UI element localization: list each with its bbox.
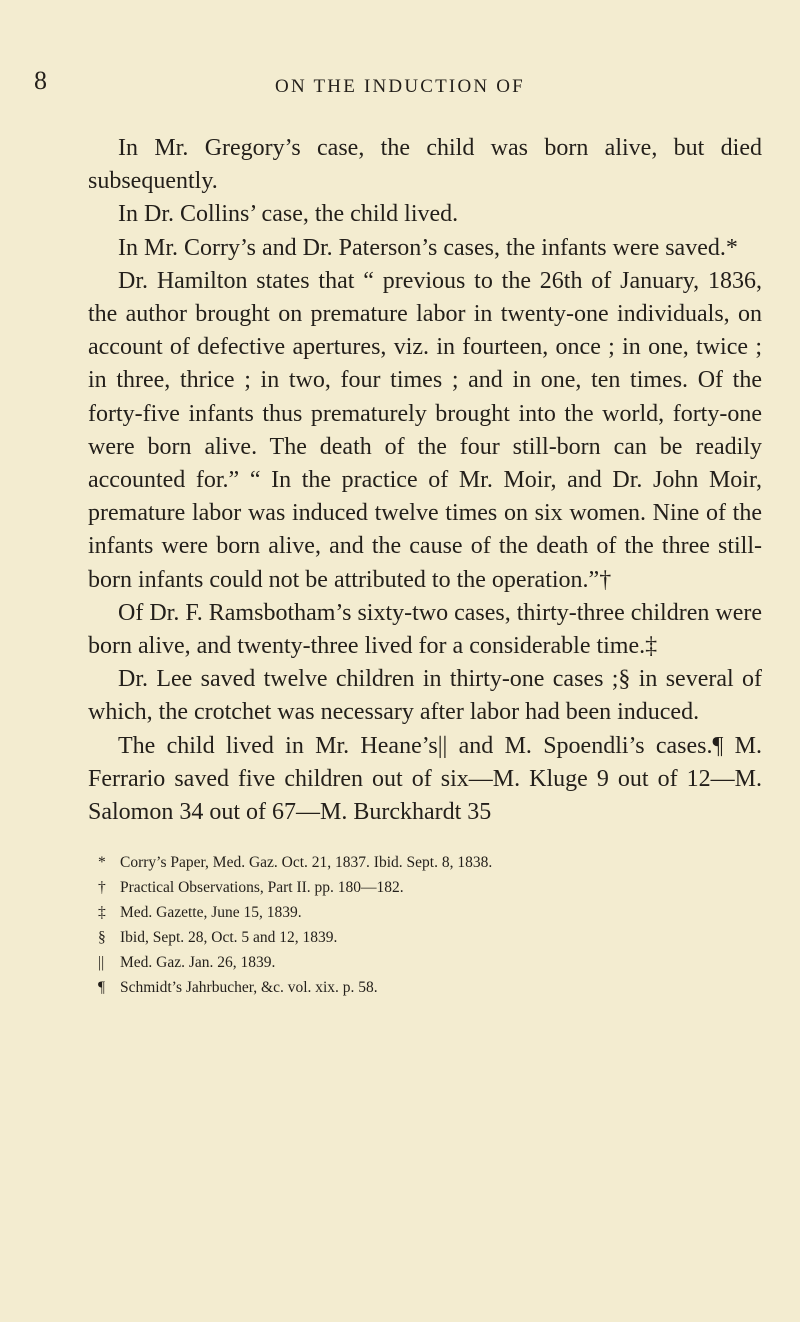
footnote	[98, 850, 718, 875]
footnote-mark: ¶	[98, 979, 106, 996]
paragraph: In Mr. Corry’s and Dr. Paterson’s cases, the infants were saved.*	[118, 234, 738, 261]
footnote-text: Med. Gaz. Jan. 26, 1839.	[120, 954, 276, 971]
footnote	[98, 900, 718, 925]
footnote	[98, 950, 718, 975]
footnote-mark: §	[98, 929, 106, 946]
footnote-text: Schmidt’s Jahrbucher, &c. vol. xix. p. 58.	[120, 979, 378, 996]
paragraph: Dr. Lee saved twelve children in thirty-one cases ;§ in several of which, the crotchet was necessary after labor had been induced.	[88, 666, 762, 726]
footnote	[98, 975, 718, 1000]
footnote-text: Practical Observations, Part II. pp. 180—182.	[120, 879, 404, 896]
paragraph: The child lived in Mr. Heane’s|| and M. Spoendli’s cases.¶ M. Ferrario saved five children out of six—M. Kluge 9 out of 12—M. Salomon 34 out of 67—M. Burckhardt 35	[88, 732, 762, 826]
paragraph: In Dr. Collins’ case, the child lived.	[118, 201, 459, 228]
footnote	[98, 925, 718, 950]
footnote-mark: *	[98, 854, 106, 871]
footnote-mark: ‡	[98, 904, 106, 921]
footnote-text: Med. Gazette, June 15, 1839.	[120, 904, 302, 921]
paragraph: Dr. Hamilton states that “ previous to the 26th of January, 1836, the author brought on premature labor in twenty-one individuals, on account of defective apertures, viz. in fourteen, once ; in one, twice ; in three, thrice ; in two, four times ; and in one, ten times. Of the forty-five infants thus prematurely brought into the world, forty-one were born alive. The death of the four still-born can be readily accounted for.” “ In the practice of Mr. Moir, and Dr. John Moir, premature labor was induced twelve times on six women. Nine of the infants were born alive, and the cause of the death of the three still-born infants could not be attributed to the operation.”†	[88, 267, 762, 593]
footnote-mark: †	[98, 879, 106, 896]
page-number: 8	[34, 66, 47, 95]
paragraph: In Mr. Gregory’s case, the child was born alive, but died subsequently.	[88, 135, 762, 195]
body-text	[88, 132, 762, 829]
footnote-text: Ibid, Sept. 28, Oct. 5 and 12, 1839.	[120, 929, 338, 946]
footnotes	[98, 850, 718, 1000]
footnote-text: Corry’s Paper, Med. Gaz. Oct. 21, 1837. Ibid. Sept. 8, 1838.	[120, 854, 493, 871]
running-head: ON THE INDUCTION OF	[275, 76, 525, 97]
footnote	[98, 875, 718, 900]
footnote-mark: ||	[98, 954, 105, 971]
paragraph: Of Dr. F. Ramsbotham’s sixty-two cases, thirty-three children were born alive, and twenty-three lived for a considerable time.‡	[88, 599, 762, 660]
